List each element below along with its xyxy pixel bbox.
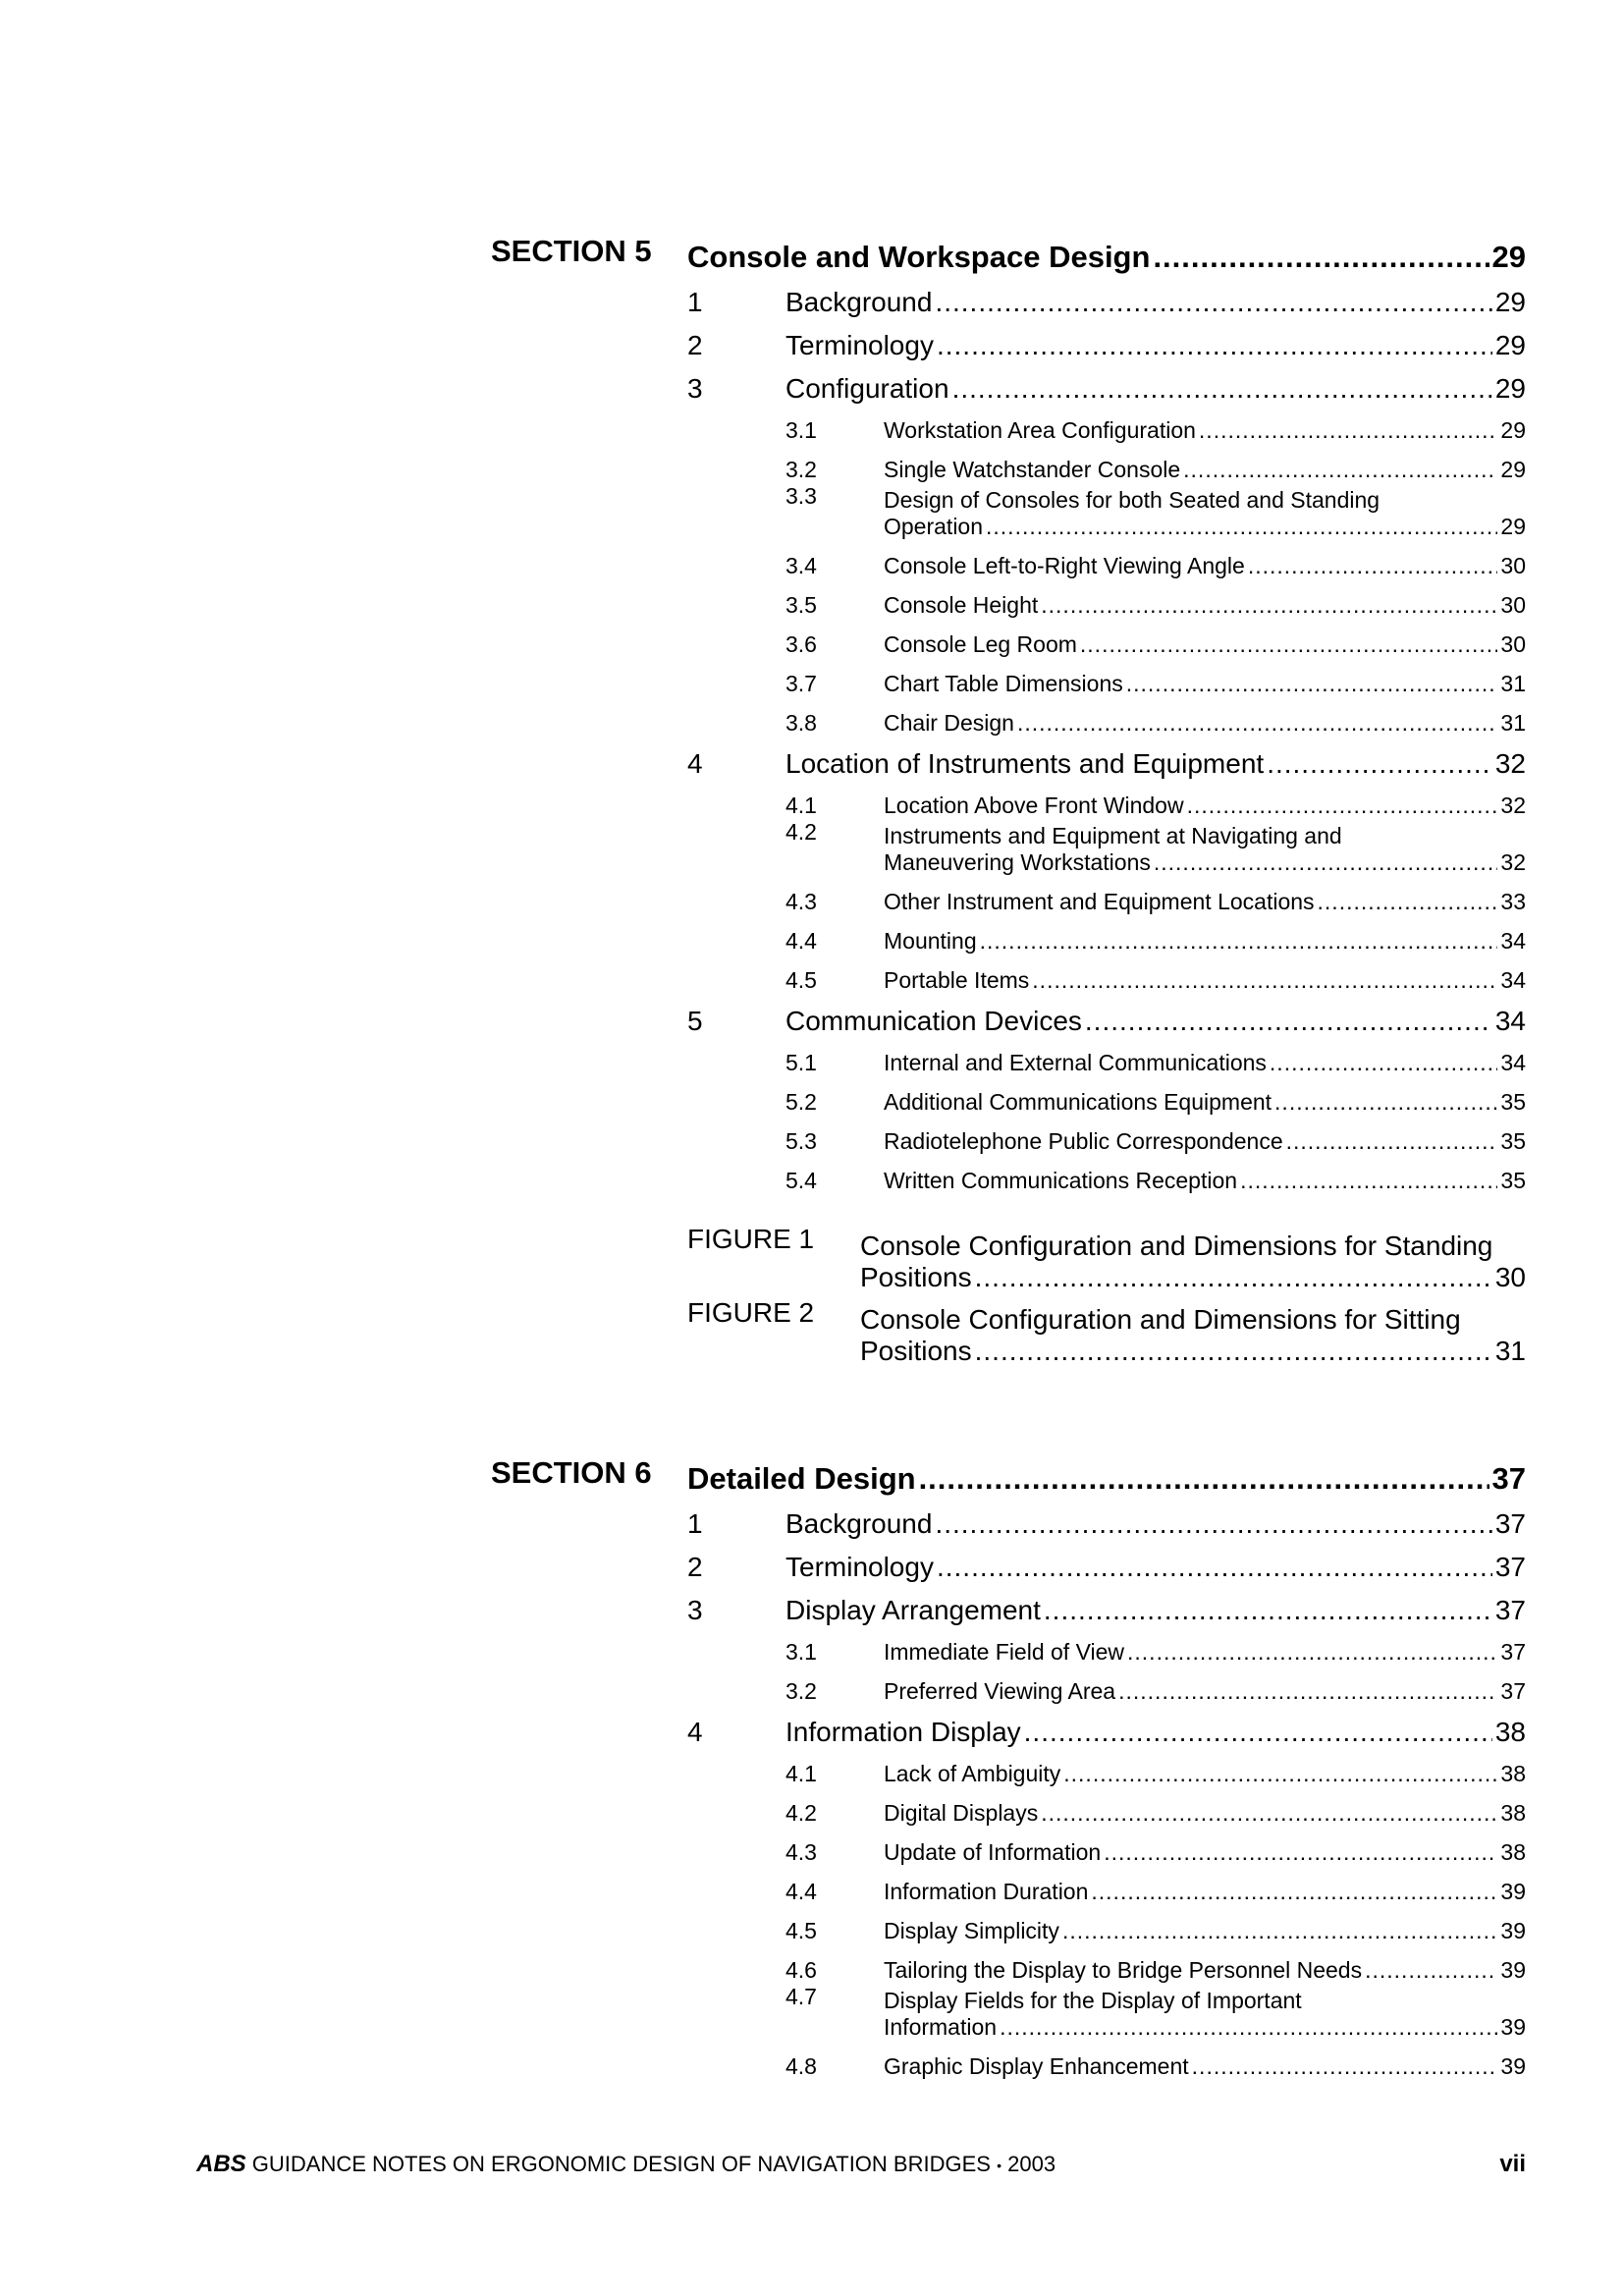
- toc-subentry[interactable]: [785, 1827, 1526, 1866]
- dot-leader: [1286, 1128, 1498, 1155]
- page-number: 35: [1500, 1168, 1526, 1193]
- dot-leader: [980, 928, 1498, 955]
- toc-subentry[interactable]: [785, 2041, 1526, 2080]
- entry-number: 5: [687, 1006, 703, 1036]
- entry-title: Portable Items: [884, 967, 1030, 993]
- page-number: 37: [1494, 1508, 1526, 1539]
- entry-number: 5.1: [785, 1050, 817, 1075]
- entry-title-line1: Instruments and Equipment at Navigating and: [884, 823, 1342, 848]
- entry-title: Communication Devices: [785, 1006, 1082, 1036]
- page-number: 38: [1494, 1717, 1526, 1747]
- dot-leader: [975, 1262, 1492, 1293]
- dot-leader: [1062, 1918, 1497, 1944]
- footer-title: GUIDANCE NOTES ON ERGONOMIC DESIGN OF NAVIGATION BRIDGES: [251, 2152, 991, 2176]
- page-number-roman: vii: [1499, 2151, 1526, 2177]
- entry-title: Mounting: [884, 928, 977, 954]
- page-number: 35: [1500, 1128, 1526, 1154]
- dot-leader: [1024, 1717, 1492, 1748]
- entry-title: Console Leg Room: [884, 631, 1077, 657]
- dot-leader: [1365, 1957, 1497, 1984]
- dot-leader: [1199, 417, 1497, 444]
- figure-title: Positions: [860, 1336, 972, 1366]
- entry-title: Preferred Viewing Area: [884, 1678, 1116, 1704]
- toc-subentry[interactable]: [785, 483, 1526, 540]
- entry-number: 4.3: [785, 1839, 817, 1865]
- dot-leader: [986, 514, 1497, 540]
- toc-subentry[interactable]: [785, 1666, 1526, 1705]
- toc-entry[interactable]: [687, 318, 1526, 361]
- page-number: 32: [1500, 849, 1526, 875]
- page-number: 30: [1500, 553, 1526, 578]
- dot-leader: [975, 1336, 1492, 1367]
- entry-title: Configuration: [785, 373, 949, 404]
- dot-leader: [1240, 1168, 1497, 1194]
- toc-subentry[interactable]: [785, 1037, 1526, 1076]
- entry-title: Information: [884, 2014, 998, 2040]
- entry-number: 4.8: [785, 2053, 817, 2079]
- toc-entry[interactable]: [687, 994, 1526, 1037]
- toc-entry[interactable]: [687, 1540, 1526, 1583]
- entry-number: 3.2: [785, 457, 817, 482]
- dot-leader: [1154, 849, 1498, 876]
- page-number: 39: [1500, 2014, 1526, 2040]
- toc-subentry[interactable]: [785, 1905, 1526, 1944]
- entry-title: Terminology: [785, 330, 934, 360]
- page-number: 29: [1494, 330, 1526, 360]
- dot-leader: [1017, 710, 1497, 737]
- dot-leader: [1270, 1050, 1497, 1076]
- section-title-row[interactable]: [687, 232, 1526, 275]
- figure-title-line1: Console Configuration and Dimensions for Standing: [860, 1230, 1493, 1261]
- dot-leader: [1318, 889, 1498, 915]
- toc-subentry[interactable]: [785, 1748, 1526, 1787]
- entry-title: Maneuvering Workstations: [884, 849, 1151, 875]
- page-number: 30: [1494, 1262, 1526, 1292]
- entry-title: Display Arrangement: [785, 1595, 1041, 1625]
- page-number: 39: [1500, 1879, 1526, 1904]
- dot-leader: [1126, 671, 1498, 697]
- section-title-row[interactable]: [687, 1453, 1526, 1497]
- entry-number: 3.1: [785, 417, 817, 443]
- entry-title: Other Instrument and Equipment Locations: [884, 889, 1315, 914]
- toc-entry[interactable]: [687, 1497, 1526, 1540]
- entry-title: Location of Instruments and Equipment: [785, 748, 1265, 779]
- entry-title: Single Watchstander Console: [884, 457, 1181, 482]
- footer-year: 2003: [1007, 2152, 1056, 2176]
- figure-entry[interactable]: [687, 1220, 1526, 1293]
- entry-title: Lack of Ambiguity: [884, 1761, 1061, 1786]
- page-number: 37: [1491, 1461, 1526, 1496]
- dot-leader: [1044, 1595, 1492, 1626]
- toc-subentry[interactable]: [785, 780, 1526, 819]
- entry-number: 2: [687, 330, 703, 360]
- entry-number: 4.1: [785, 1761, 817, 1786]
- page-number: 34: [1494, 1006, 1526, 1036]
- toc-subentry[interactable]: [785, 444, 1526, 483]
- entry-title: Written Communications Reception: [884, 1168, 1238, 1193]
- toc-subentry[interactable]: [785, 876, 1526, 915]
- page-number: 37: [1494, 1552, 1526, 1582]
- page-number: 37: [1500, 1678, 1526, 1704]
- dot-leader: [1267, 748, 1492, 780]
- dot-leader: [937, 330, 1492, 361]
- dot-leader: [1091, 1879, 1497, 1905]
- page-number: 38: [1500, 1761, 1526, 1786]
- section-5: [0, 232, 1624, 1367]
- page-number: 29: [1500, 457, 1526, 482]
- entry-title: Chair Design: [884, 710, 1014, 736]
- toc-subentry[interactable]: [785, 1626, 1526, 1666]
- dot-leader: [1183, 457, 1497, 483]
- entry-number: 4.4: [785, 1879, 817, 1904]
- entry-title: Location Above Front Window: [884, 793, 1184, 818]
- abs-logo: ABS: [196, 2151, 246, 2177]
- section-label: SECTION 6: [491, 1455, 652, 1490]
- page-number: 29: [1491, 240, 1526, 274]
- entry-number: 3.2: [785, 1678, 817, 1704]
- entry-number: 4: [687, 1717, 703, 1747]
- dot-leader: [1032, 967, 1497, 994]
- dot-leader: [1041, 1800, 1497, 1827]
- toc-subentry[interactable]: [785, 540, 1526, 579]
- page-number: 39: [1500, 2053, 1526, 2079]
- toc-subentry[interactable]: [785, 1787, 1526, 1827]
- dot-leader: [1192, 2053, 1498, 2080]
- page-number: 37: [1500, 1639, 1526, 1665]
- toc-subentry[interactable]: [785, 1866, 1526, 1905]
- page-number: 32: [1494, 748, 1526, 779]
- entry-title: Background: [785, 1508, 933, 1539]
- page-number: 31: [1500, 671, 1526, 696]
- toc-entry[interactable]: [687, 1705, 1526, 1748]
- dot-leader: [935, 287, 1491, 318]
- page-number: 38: [1500, 1800, 1526, 1826]
- page-number: 32: [1500, 793, 1526, 818]
- dot-leader: [1085, 1006, 1492, 1037]
- toc-subentry[interactable]: [785, 1944, 1526, 1984]
- figure-number: FIGURE 2: [687, 1297, 815, 1328]
- page-number: 31: [1494, 1336, 1526, 1366]
- dot-leader: [1248, 553, 1498, 579]
- entry-number: 4.3: [785, 889, 817, 914]
- entry-number: 4.2: [785, 819, 817, 845]
- toc-subentry[interactable]: [785, 619, 1526, 658]
- entry-number: 4.5: [785, 1918, 817, 1943]
- entry-title: Update of Information: [884, 1839, 1102, 1865]
- toc-subentry[interactable]: [785, 579, 1526, 619]
- toc-entry[interactable]: [687, 361, 1526, 405]
- dot-leader: [935, 1508, 1491, 1540]
- entry-title: Display Simplicity: [884, 1918, 1059, 1943]
- page-number: 37: [1494, 1595, 1526, 1625]
- page-number: 38: [1500, 1839, 1526, 1865]
- dot-leader: [1000, 2014, 1497, 2041]
- toc-subentry[interactable]: [785, 819, 1526, 876]
- dot-leader: [937, 1552, 1492, 1583]
- entry-number: 3.3: [785, 483, 817, 509]
- entry-number: 4.4: [785, 928, 817, 954]
- entry-title: Console Left-to-Right Viewing Angle: [884, 553, 1245, 578]
- entry-number: 3.5: [785, 592, 817, 618]
- page-number: 34: [1500, 1050, 1526, 1075]
- toc-entry[interactable]: [687, 275, 1526, 318]
- entry-number: 3: [687, 1595, 703, 1625]
- page-number: 29: [1500, 514, 1526, 539]
- dot-leader: [1041, 592, 1497, 619]
- dot-leader: [1153, 240, 1489, 275]
- entry-title: Graphic Display Enhancement: [884, 2053, 1189, 2079]
- page-number: 34: [1500, 928, 1526, 954]
- dot-leader: [1063, 1761, 1497, 1787]
- dot-leader: [1080, 631, 1498, 658]
- entry-title: Console Height: [884, 592, 1039, 618]
- toc-subentry[interactable]: [785, 1155, 1526, 1194]
- page-number: 34: [1500, 967, 1526, 993]
- section-title: Console and Workspace Design: [687, 240, 1151, 274]
- toc-subentry[interactable]: [785, 1116, 1526, 1155]
- entry-number: 5.4: [785, 1168, 817, 1193]
- entry-title-line1: Display Fields for the Display of Important: [884, 1988, 1302, 2013]
- toc-subentry[interactable]: [785, 658, 1526, 697]
- dot-leader: [1187, 793, 1498, 819]
- entry-title: Chart Table Dimensions: [884, 671, 1123, 696]
- figure-title-line1: Console Configuration and Dimensions for Sitting: [860, 1304, 1461, 1335]
- toc-subentry[interactable]: [785, 955, 1526, 994]
- dot-leader: [919, 1461, 1489, 1497]
- entry-title: Immediate Field of View: [884, 1639, 1125, 1665]
- page-number: 30: [1500, 592, 1526, 618]
- toc-subentry[interactable]: [785, 1984, 1526, 2041]
- figure-number: FIGURE 1: [687, 1224, 815, 1254]
- footer-publication: [196, 2151, 1056, 2178]
- entry-title-line1: Design of Consoles for both Seated and Standing: [884, 487, 1380, 513]
- entry-number: 3.8: [785, 710, 817, 736]
- entry-number: 4.2: [785, 1800, 817, 1826]
- dot-leader: [1127, 1639, 1497, 1666]
- section-6: [0, 1453, 1624, 2080]
- page-number: 29: [1494, 287, 1526, 317]
- figure-title: Positions: [860, 1262, 972, 1292]
- entry-number: 1: [687, 287, 703, 317]
- entry-number: 4.7: [785, 1984, 817, 2009]
- toc-subentry[interactable]: [785, 697, 1526, 737]
- page-number: 29: [1494, 373, 1526, 404]
- entry-title: Information Display: [785, 1717, 1021, 1747]
- entry-number: 4: [687, 748, 703, 779]
- figure-entry[interactable]: [687, 1293, 1526, 1367]
- toc-entry[interactable]: [687, 1583, 1526, 1626]
- page-footer: [196, 2151, 1526, 2178]
- entry-number: 3: [687, 373, 703, 404]
- entry-number: 5.3: [785, 1128, 817, 1154]
- entry-number: 4.1: [785, 793, 817, 818]
- page-number: 30: [1500, 631, 1526, 657]
- section-title: Detailed Design: [687, 1461, 916, 1496]
- toc-subentry[interactable]: [785, 405, 1526, 444]
- toc-subentry[interactable]: [785, 1076, 1526, 1116]
- page-number: 39: [1500, 1957, 1526, 1983]
- dot-leader: [1274, 1089, 1497, 1116]
- entry-number: 4.6: [785, 1957, 817, 1983]
- section-label: SECTION 5: [491, 234, 652, 268]
- entry-number: 3.6: [785, 631, 817, 657]
- page-number: 35: [1500, 1089, 1526, 1115]
- entry-number: 3.4: [785, 553, 817, 578]
- page-number: 33: [1500, 889, 1526, 914]
- dot-leader: [952, 373, 1492, 405]
- entry-title: Additional Communications Equipment: [884, 1089, 1272, 1115]
- entry-number: 4.5: [785, 967, 817, 993]
- page-number: 39: [1500, 1918, 1526, 1943]
- entry-title: Workstation Area Configuration: [884, 417, 1196, 443]
- entry-number: 3.7: [785, 671, 817, 696]
- entry-title: Digital Displays: [884, 1800, 1039, 1826]
- entry-title: Background: [785, 287, 933, 317]
- toc-subentry[interactable]: [785, 915, 1526, 955]
- dot-leader: [1118, 1678, 1497, 1705]
- entry-title: Tailoring the Display to Bridge Personnel Needs: [884, 1957, 1363, 1983]
- page-number: 29: [1500, 417, 1526, 443]
- entry-title: Radiotelephone Public Correspondence: [884, 1128, 1283, 1154]
- entry-title: Information Duration: [884, 1879, 1089, 1904]
- entry-number: 2: [687, 1552, 703, 1582]
- dot-leader: [1104, 1839, 1497, 1866]
- entry-title: Operation: [884, 514, 984, 539]
- footer-bullet: •: [997, 2158, 1001, 2174]
- entry-title: Terminology: [785, 1552, 934, 1582]
- entry-number: 1: [687, 1508, 703, 1539]
- entry-number: 5.2: [785, 1089, 817, 1115]
- page-number: 31: [1500, 710, 1526, 736]
- toc-entry[interactable]: [687, 737, 1526, 780]
- entry-title: Internal and External Communications: [884, 1050, 1267, 1075]
- entry-number: 3.1: [785, 1639, 817, 1665]
